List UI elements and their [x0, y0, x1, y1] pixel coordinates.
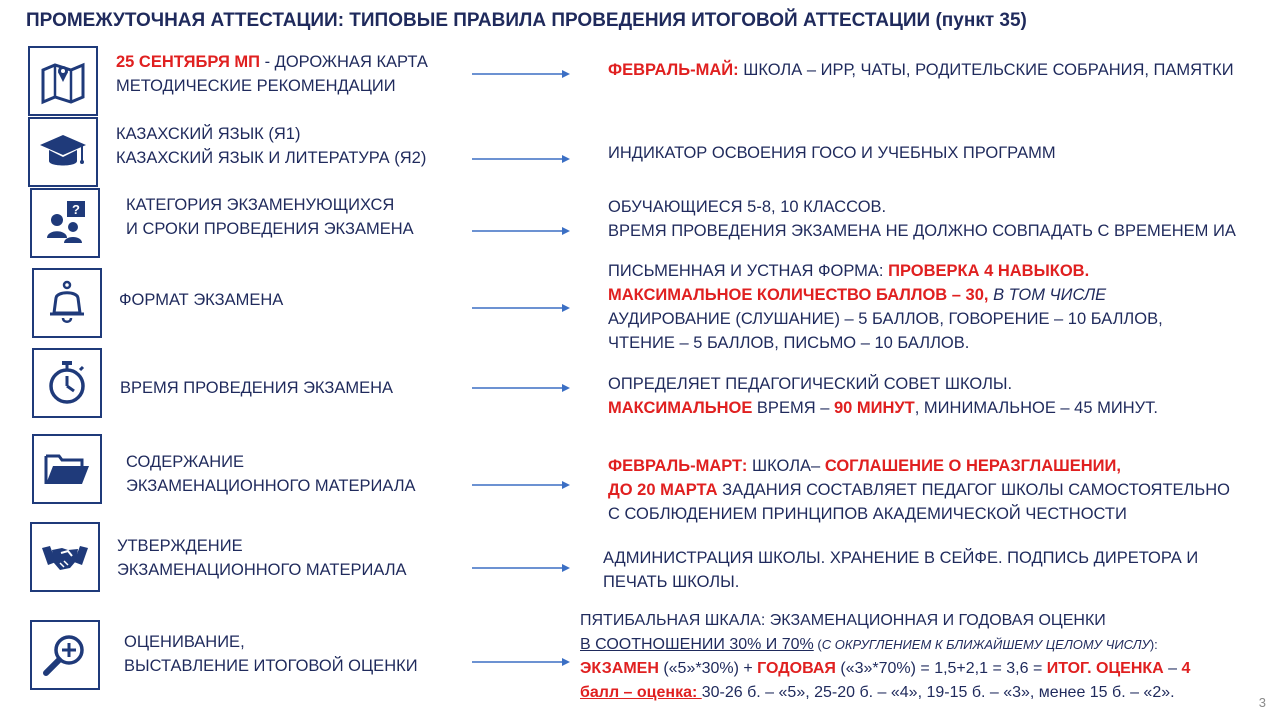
row-3-desc-line2: ВРЕМЯ ПРОВЕДЕНИЯ ЭКЗАМЕНА НЕ ДОЛЖНО СОВПАДАТЬ С ВРЕМЕНЕМ ИА — [608, 222, 1236, 240]
row-8-desc-line2-small-b: ): — [1149, 637, 1158, 652]
row-3-label-line2: И СРОКИ ПРОВЕДЕНИЯ ЭКЗАМЕНА — [126, 220, 414, 238]
row-4-desc-line3: АУДИРОВАНИЕ (СЛУШАНИЕ) – 5 БАЛЛОВ, ГОВОРЕНИЕ – 10 БАЛЛОВ, — [608, 310, 1163, 328]
row-8-desc — [580, 609, 1190, 705]
page-title: ПРОМЕЖУТОЧНАЯ АТТЕСТАЦИИ: ТИПОВЫЕ ПРАВИЛА ПРОВЕДЕНИЯ ИТОГОВОЙ АТТЕСТАЦИИ (пункт 35) — [26, 10, 1027, 31]
row-5-desc-line2-red1: МАКСИМАЛЬНОЕ — [608, 399, 753, 417]
row-4-desc-line2-red: МАКСИМАЛЬНОЕ КОЛИЧЕСТВО БАЛЛОВ – 30, — [608, 286, 989, 304]
row-1-desc-red: ФЕВРАЛЬ-МАЙ: — [608, 61, 739, 79]
row-7-label-line1: УТВЕРЖДЕНИЕ — [117, 537, 243, 555]
row-8-icon-box — [30, 620, 100, 690]
row-5-label: ВРЕМЯ ПРОВЕДЕНИЯ ЭКЗАМЕНА — [120, 379, 393, 397]
row-7-icon-box — [30, 522, 100, 592]
row-5-desc-line2-a: ВРЕМЯ – — [752, 399, 834, 417]
row-8-desc-line1: ПЯТИБАЛЬНАЯ ШКАЛА: ЭКЗАМЕНАЦИОННАЯ И ГОДОВАЯ ОЦЕНКИ — [580, 612, 1106, 629]
handshake-icon — [40, 532, 90, 582]
row-7-desc-line1: АДМИНИСТРАЦИЯ ШКОЛЫ. ХРАНЕНИЕ В СЕЙФЕ. ПОДПИСЬ ДИРЕТОРА И — [603, 549, 1199, 567]
row-6-desc-line3: С СОБЛЮДЕНИЕМ ПРИНЦИПОВ АКАДЕМИЧЕСКОЙ ЧЕСТНОСТИ — [608, 505, 1127, 523]
row-4-desc-line1-a: ПИСЬМЕННАЯ И УСТНАЯ ФОРМА: — [608, 262, 889, 280]
stopwatch-icon — [42, 358, 92, 408]
row-3-desc — [608, 195, 1236, 243]
row-6-arrow — [472, 480, 570, 490]
row-6-desc-line1-red2: СОГЛАШЕНИЕ О НЕРАЗГЛАШЕНИИ, — [824, 457, 1121, 475]
row-8-arrow — [472, 657, 570, 667]
row-5-desc-line2-red2: 90 МИНУТ — [833, 399, 915, 417]
row-3-arrow — [472, 226, 570, 236]
row-4-label: ФОРМАТ ЭКЗАМЕНА — [119, 291, 284, 309]
magnifier-plus-icon — [40, 630, 90, 680]
graduation-cap-icon — [38, 127, 88, 177]
svg-text:?: ? — [72, 202, 80, 217]
row-6-desc — [608, 454, 1230, 526]
row-8-label — [124, 630, 418, 678]
row-1-label-rest: - ДОРОЖНАЯ КАРТА — [260, 53, 428, 71]
row-7-label-line2: ЭКЗАМЕНАЦИОННОГО МАТЕРИАЛА — [117, 561, 407, 579]
row-5-desc-line2-b: , МИНИМАЛЬНОЕ – 45 МИНУТ. — [914, 399, 1158, 417]
row-1-icon-box — [28, 46, 98, 116]
row-8-desc-line3-red3: ИТОГ. ОЦЕНКА — [1046, 660, 1164, 677]
row-8-desc-line3-c: – — [1163, 660, 1182, 677]
row-8-desc-line3-b: («3»*70%) = 1,5+2,1 = 3,6 = — [835, 660, 1047, 677]
row-1-label-date: 25 СЕНТЯБРЯ МП — [116, 53, 260, 71]
row-4-desc-line4: ЧТЕНИЕ – 5 БАЛЛОВ, ПИСЬМО – 10 БАЛЛОВ. — [608, 334, 970, 352]
row-2-icon-box — [28, 117, 98, 187]
row-8-desc-line3-red2: ГОДОВАЯ — [757, 660, 836, 677]
row-8-desc-line3-red1: ЭКЗАМЕН — [580, 660, 659, 677]
row-4-desc — [608, 259, 1163, 355]
row-8-desc-line2-small-a: ( — [813, 637, 822, 652]
row-6-label — [126, 450, 416, 498]
row-4-desc-line2-it: В ТОМ ЧИСЛЕ — [988, 286, 1107, 304]
row-8-desc-line3-red4: 4 — [1181, 660, 1191, 677]
row-6-label-line1: СОДЕРЖАНИЕ — [126, 453, 245, 471]
row-1-label-line2: МЕТОДИЧЕСКИЕ РЕКОМЕНДАЦИИ — [116, 77, 396, 95]
bell-icon — [42, 278, 92, 328]
row-5-icon-box — [32, 348, 102, 418]
folder-icon — [42, 444, 92, 494]
row-8-desc-line4-a: 30-26 б. – «5», 25-20 б. – «4», 19-15 б. – «3», менее 15 б. – «2». — [701, 684, 1175, 701]
map-icon — [38, 56, 88, 106]
row-1-desc-rest: ШКОЛА – ИРР, ЧАТЫ, РОДИТЕЛЬСКИЕ СОБРАНИЯ, ПАМЯТКИ — [738, 61, 1234, 79]
row-8-label-line2: ВЫСТАВЛЕНИЕ ИТОГОВОЙ ОЦЕНКИ — [124, 657, 418, 675]
row-1-label — [116, 50, 428, 98]
row-6-icon-box — [32, 434, 102, 504]
row-7-arrow — [472, 563, 570, 573]
row-2-label-line1: КАЗАХСКИЙ ЯЗЫК (Я1) — [116, 125, 301, 143]
row-8-desc-line3-a: («5»*30%) + — [658, 660, 758, 677]
row-2-arrow — [472, 154, 570, 164]
row-6-desc-line1-red1: ФЕВРАЛЬ-МАРТ: — [608, 457, 748, 475]
row-3-label-line1: КАТЕГОРИЯ ЭКЗАМЕНУЮЩИХСЯ — [126, 196, 395, 214]
row-3-label — [126, 193, 414, 241]
row-4-icon-box — [32, 268, 102, 338]
row-2-label-line2: КАЗАХСКИЙ ЯЗЫК И ЛИТЕРАТУРА (Я2) — [116, 149, 427, 167]
row-6-desc-line2-a: ЗАДАНИЯ СОСТАВЛЯЕТ ПЕДАГОГ ШКОЛЫ САМОСТОЯТЕЛЬНО — [717, 481, 1230, 499]
page-number: 3 — [1258, 695, 1266, 710]
row-6-label-line2: ЭКЗАМЕНАЦИОННОГО МАТЕРИАЛА — [126, 477, 416, 495]
row-5-desc-line1: ОПРЕДЕЛЯЕТ ПЕДАГОГИЧЕСКИЙ СОВЕТ ШКОЛЫ. — [608, 375, 1013, 393]
row-1-desc — [608, 58, 1234, 82]
row-2-label — [116, 122, 426, 170]
row-3-desc-line1: ОБУЧАЮЩИЕСЯ 5-8, 10 КЛАССОВ. — [608, 198, 887, 216]
row-8-desc-line2-small-it: С ОКРУГЛЕНИЕМ К БЛИЖАЙШЕМУ ЦЕЛОМУ ЧИСЛУ — [821, 637, 1150, 652]
row-5-arrow — [472, 383, 570, 393]
row-7-desc — [603, 546, 1198, 594]
row-3-icon-box — [30, 188, 100, 258]
row-8-desc-line2-u: В СООТНОШЕНИИ 30% И 70% — [580, 636, 814, 653]
row-8-label-line1: ОЦЕНИВАНИЕ, — [124, 633, 245, 651]
row-7-label — [117, 534, 407, 582]
row-6-desc-line1-a: ШКОЛА– — [747, 457, 825, 475]
row-2-desc: ИНДИКАТОР ОСВОЕНИЯ ГОСО И УЧЕБНЫХ ПРОГРАММ — [608, 144, 1056, 162]
people-question-icon — [40, 198, 90, 248]
row-4-desc-line1-red: ПРОВЕРКА 4 НАВЫКОВ. — [888, 262, 1090, 280]
row-8-desc-line4-red: балл – оценка: — [580, 684, 702, 701]
row-7-desc-line2: ПЕЧАТЬ ШКОЛЫ. — [603, 573, 740, 591]
row-4-arrow — [472, 303, 570, 313]
row-6-desc-line2-red: ДО 20 МАРТА — [608, 481, 718, 499]
row-1-arrow — [472, 69, 570, 79]
row-5-desc — [608, 372, 1158, 420]
